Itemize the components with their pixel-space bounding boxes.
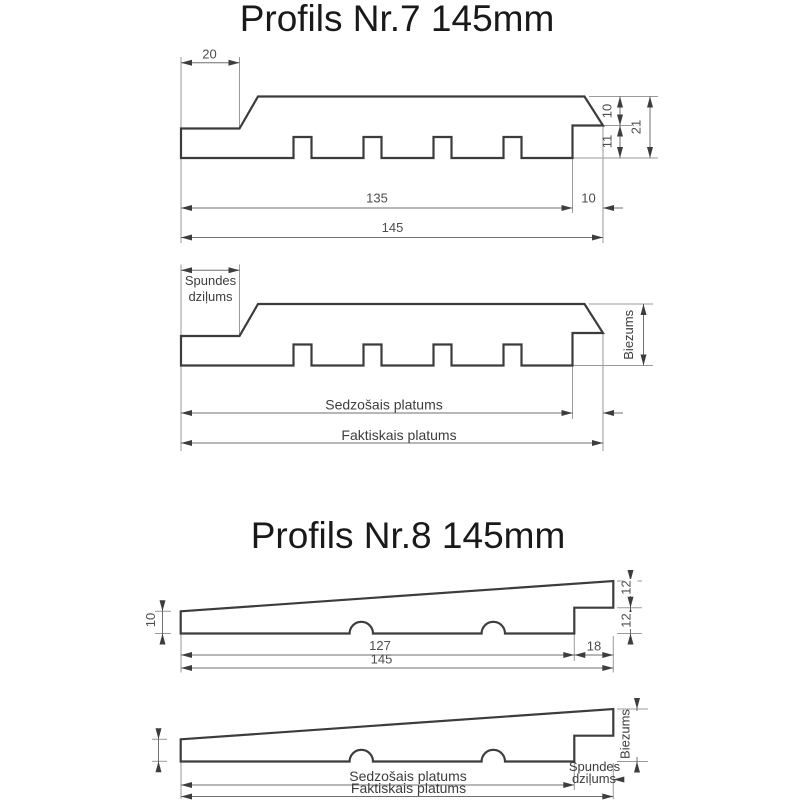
label-faktiskais-platums: Faktiskais platums bbox=[341, 427, 457, 443]
extension-lines bbox=[181, 57, 658, 243]
profile7-labeled-drawing bbox=[181, 265, 653, 452]
profile8-outline-copy bbox=[181, 709, 614, 762]
dim-tongue-width: 10 bbox=[581, 190, 596, 206]
profile7-outline bbox=[181, 97, 603, 159]
dimension-lines bbox=[181, 63, 650, 238]
dim-rebate-width: 18 bbox=[586, 638, 602, 654]
extension-lines bbox=[181, 265, 653, 452]
label-spundes-line1: Spundes bbox=[568, 759, 621, 774]
profile7-dimensioned-drawing bbox=[181, 47, 658, 244]
dimension-lines bbox=[163, 572, 631, 668]
dimension-lines bbox=[181, 270, 644, 443]
profile8-dimensioned-drawing bbox=[143, 572, 642, 673]
extension-lines bbox=[155, 581, 642, 673]
label-sedzosais-platums: Sedzošais platums bbox=[349, 768, 467, 784]
label-faktiskais-platums: Faktiskais platums bbox=[350, 780, 467, 796]
profile7-outline-copy bbox=[181, 304, 603, 366]
label-biezums: Biezums bbox=[621, 309, 636, 360]
dim-right-lower: 12 bbox=[618, 613, 634, 628]
label-spundes-line2: dziļums bbox=[188, 289, 233, 304]
dim-upper: 10 bbox=[599, 103, 615, 119]
profile8-title: Profils Nr.8 145mm bbox=[250, 515, 566, 556]
dim-cover-width: 135 bbox=[366, 190, 388, 206]
dim-thickness: 21 bbox=[628, 119, 644, 135]
dim-cover-width: 127 bbox=[369, 638, 391, 653]
profile8-labeled-drawing bbox=[152, 701, 648, 800]
label-spundes-line1: Spundes bbox=[184, 273, 237, 288]
dim-full-width: 145 bbox=[381, 220, 404, 235]
dim-lower: 11 bbox=[599, 134, 615, 149]
dim-full-width: 145 bbox=[370, 651, 393, 667]
dim-left-height: 10 bbox=[143, 612, 158, 628]
dim-right-upper: 12 bbox=[618, 580, 634, 595]
profile7-title: Profils Nr.7 145mm bbox=[239, 0, 555, 39]
label-sedzosais-platums: Sedzošais platums bbox=[325, 396, 443, 413]
label-spundes-line2: dziļums bbox=[571, 771, 617, 786]
profile8-outline bbox=[181, 581, 614, 634]
dim-groove-top: 20 bbox=[202, 46, 217, 62]
label-biezums: Biezums bbox=[617, 709, 633, 759]
